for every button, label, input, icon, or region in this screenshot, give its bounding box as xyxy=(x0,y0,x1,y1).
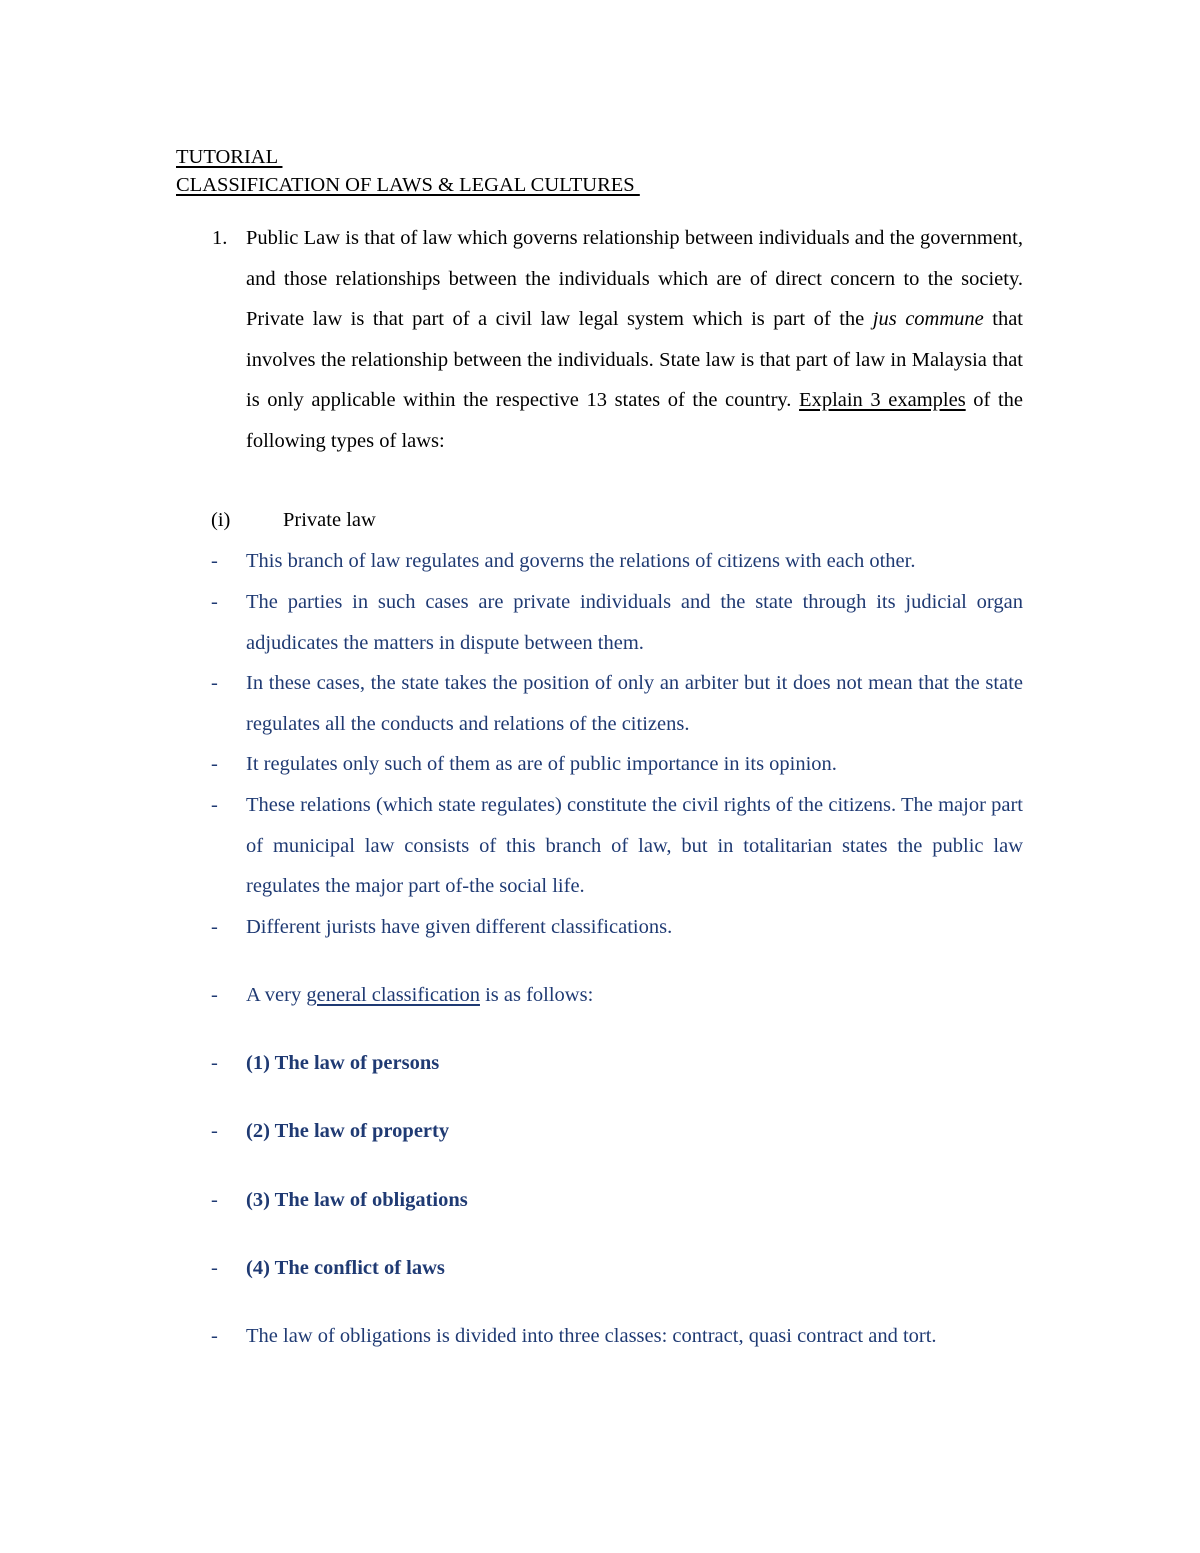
answer-point: It regulates only such of them as are of public importance in its opinion. xyxy=(246,753,837,775)
tutorial-heading: TUTORIAL xyxy=(176,146,283,168)
classification-underlined: general classification xyxy=(306,984,480,1006)
classification-suffix: is as follows: xyxy=(479,984,594,1006)
question-text-part3: of the following types of laws: xyxy=(246,389,1023,452)
classification-item: (1) The law of persons xyxy=(246,1052,440,1074)
bullet-dash: - xyxy=(211,916,218,938)
question-text-part1: Public Law is that of law which governs relationship between individuals and the government, and those relationships between the individuals which are of direct concern to the society. Private law is that part of a civil law legal system which is part of the xyxy=(246,227,1023,331)
question-text-italic: jus commune xyxy=(872,308,984,331)
subitem-title: Private law xyxy=(283,509,376,531)
bullet-dash: - xyxy=(211,591,218,613)
bullet-dash: - xyxy=(211,984,218,1006)
question-number: 1. xyxy=(212,227,228,249)
answer-point: These relations (which state regulates) constitute the civil rights of the citizens. The major part of municipal law consists of this branch of law, but in totalitarian states the public law regulates the major part of-the social life. xyxy=(246,794,1023,898)
tutorial-title: CLASSIFICATION OF LAWS & LEGAL CULTURES xyxy=(176,174,640,196)
question-text xyxy=(246,218,1023,462)
bullet-dash: - xyxy=(211,1325,218,1347)
subitem-label: (i) xyxy=(211,509,231,531)
classification-item: (2) The law of property xyxy=(246,1120,450,1142)
bullet-dash: - xyxy=(211,672,218,694)
bullet-dash: - xyxy=(211,1052,218,1074)
answer-point: In these cases, the state takes the position of only an arbiter but it does not mean that the state regulates all the conducts and relations of the citizens. xyxy=(246,672,1023,735)
bullet-dash: - xyxy=(211,1189,218,1211)
bullet-dash: - xyxy=(211,1257,218,1279)
question-text-part2: that involves the relationship between the individuals. State law is that part of law in Malaysia that is only applicable within the respective 13 states of the country. xyxy=(246,308,1023,412)
classification-item: (4) The conflict of laws xyxy=(246,1257,445,1279)
classification-item: (3) The law of obligations xyxy=(246,1189,468,1211)
bullet-dash: - xyxy=(211,1120,218,1142)
answer-point: The parties in such cases are private individuals and the state through its judicial organ adjudicates the matters in dispute between them. xyxy=(246,591,1023,654)
classification-prefix: A very xyxy=(246,984,307,1006)
obligations-note: The law of obligations is divided into three classes: contract, quasi contract and tort. xyxy=(246,1325,937,1347)
classification-intro xyxy=(246,975,1023,1016)
answer-point: Different jurists have given different classifications. xyxy=(246,916,673,938)
bullet-dash: - xyxy=(211,550,218,572)
answer-point: This branch of law regulates and governs the relations of citizens with each other. xyxy=(246,550,916,572)
bullet-dash: - xyxy=(211,753,218,775)
question-text-underlined: Explain 3 examples xyxy=(799,389,966,412)
bullet-dash: - xyxy=(211,794,218,816)
